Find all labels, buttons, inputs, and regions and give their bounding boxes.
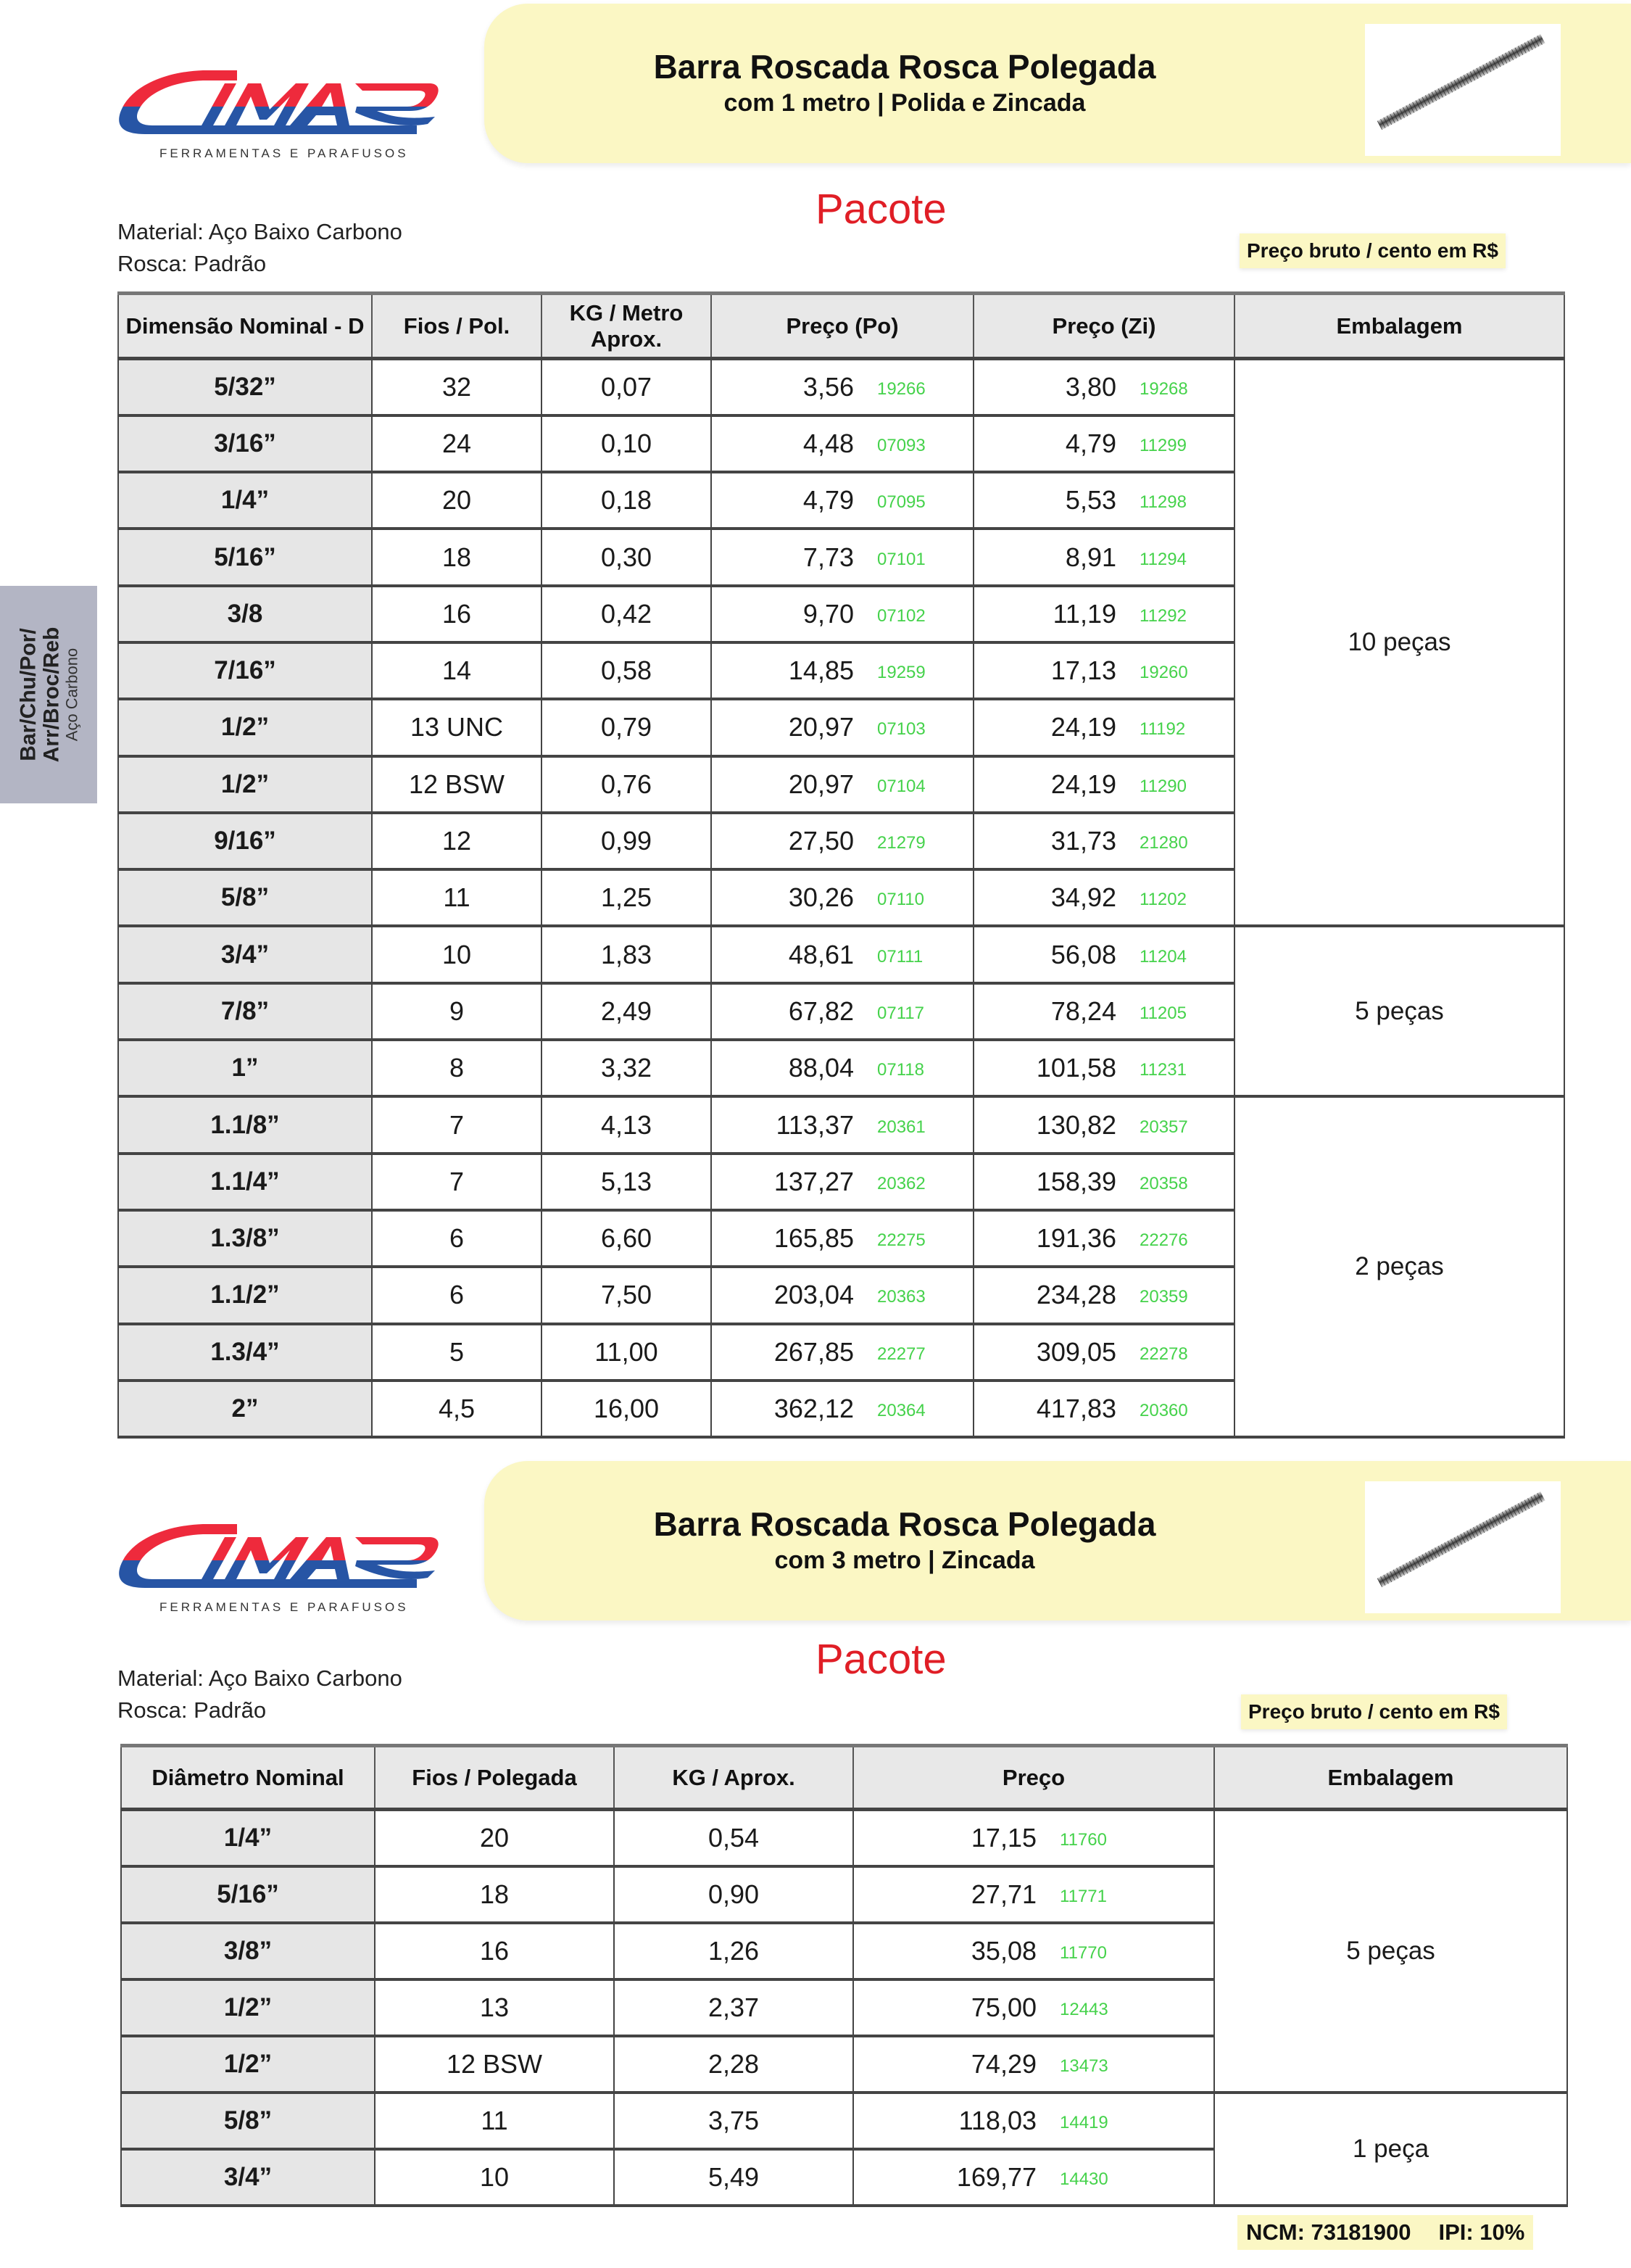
- threads-cell: 12: [372, 813, 541, 869]
- product-code: 22275: [877, 1230, 926, 1251]
- threads-cell: 9: [372, 983, 541, 1040]
- table-row: [121, 1810, 1567, 1866]
- dimension-cell: 1/4”: [118, 472, 372, 529]
- cimaq-logo-icon: [116, 62, 442, 141]
- weight-cell: 0,30: [541, 529, 711, 585]
- material-info: [117, 216, 402, 280]
- product-code: 20358: [1140, 1173, 1188, 1193]
- product-code: 21280: [1140, 833, 1188, 853]
- product-code: 22276: [1140, 1230, 1188, 1251]
- threads-cell: 7: [372, 1096, 541, 1153]
- price-value: 31,73: [1050, 826, 1116, 856]
- price-value: 169,77: [956, 2161, 1037, 2192]
- threads-cell: 5: [372, 1324, 541, 1381]
- threads-cell: 10: [375, 2149, 614, 2206]
- price-value: 17,13: [1050, 655, 1116, 686]
- col-header-packaging: Embalagem: [1234, 294, 1564, 359]
- threads-cell: 13 UNC: [372, 699, 541, 756]
- diameter-cell: 1/2”: [121, 2036, 375, 2093]
- product-code: 19260: [1140, 663, 1188, 683]
- weight-cell: 4,13: [541, 1096, 711, 1153]
- price-zi-cell: [974, 1154, 1234, 1210]
- price-po-cell: [711, 1154, 974, 1210]
- price-po-cell: [711, 586, 974, 642]
- product-code: 19268: [1140, 378, 1188, 399]
- price-po-cell: [711, 813, 974, 869]
- cimaq-logo: [116, 1515, 442, 1624]
- dimension-cell: 1.3/4”: [118, 1324, 372, 1381]
- product-title: Barra Roscada Rosca Polegada: [653, 1505, 1156, 1543]
- dimension-cell: 1”: [118, 1040, 372, 1096]
- price-po-cell: [711, 359, 974, 415]
- col-header-price-po: Preço (Po): [711, 294, 974, 359]
- weight-cell: 2,49: [541, 983, 711, 1040]
- price-value: 362,12: [773, 1393, 854, 1423]
- col-header-dimension: Dimensão Nominal - D: [118, 294, 372, 359]
- price-cell: [853, 2036, 1214, 2093]
- price-value: 20,97: [788, 769, 854, 799]
- threads-cell: 4,5: [372, 1381, 541, 1437]
- price-table-3m: [120, 1744, 1568, 2207]
- col-header-diameter: Diâmetro Nominal: [121, 1746, 375, 1810]
- dimension-cell: 1.1/8”: [118, 1096, 372, 1153]
- product-code: 11290: [1140, 776, 1187, 796]
- dimension-cell: 3/8: [118, 586, 372, 642]
- dimension-cell: 1.3/8”: [118, 1210, 372, 1267]
- product-code: 20364: [877, 1400, 926, 1420]
- price-po-cell: [711, 699, 974, 756]
- product-code: 11231: [1140, 1060, 1187, 1080]
- product-subtitle: com 1 metro | Polida e Zincada: [723, 89, 1086, 117]
- price-po-cell: [711, 1040, 974, 1096]
- price-zi-cell: [974, 1040, 1234, 1096]
- price-po-cell: [711, 415, 974, 472]
- price-zi-cell: [974, 926, 1234, 982]
- product-code: 21279: [877, 833, 926, 853]
- price-value: 56,08: [1050, 939, 1116, 969]
- weight-cell: 3,75: [614, 2093, 853, 2149]
- price-value: 113,37: [776, 1109, 854, 1140]
- weight-cell: 7,50: [541, 1267, 711, 1323]
- price-po-cell: [711, 529, 974, 585]
- packaging-cell: 10 peças: [1234, 359, 1564, 927]
- threads-cell: 18: [372, 529, 541, 585]
- price-value: 118,03: [958, 2105, 1037, 2135]
- price-value: 9,70: [802, 598, 854, 629]
- col-header-threads: Fios / Pol.: [372, 294, 541, 359]
- packaging-cell: 2 peças: [1234, 1096, 1564, 1437]
- threads-cell: 16: [372, 586, 541, 642]
- title-banner: [484, 4, 1631, 163]
- price-value: 11,19: [1053, 598, 1116, 629]
- product-code: 20359: [1140, 1287, 1188, 1307]
- price-value: 27,71: [971, 1879, 1037, 1909]
- price-zi-cell: [974, 1210, 1234, 1267]
- product-code: 07118: [877, 1060, 924, 1080]
- ipi-rate: IPI: 10%: [1438, 2219, 1525, 2245]
- table-header-row: [118, 294, 1564, 359]
- product-code: 12443: [1060, 1999, 1108, 2019]
- price-table-1m: [117, 291, 1565, 1439]
- weight-cell: 0,99: [541, 813, 711, 869]
- table-header-row: [121, 1746, 1567, 1810]
- price-value: 34,92: [1050, 882, 1116, 913]
- price-po-cell: [711, 926, 974, 982]
- threads-cell: 6: [372, 1267, 541, 1323]
- logo-tagline: FERRAMENTAS E PARAFUSOS: [159, 146, 409, 160]
- price-value: 35,08: [971, 1935, 1037, 1966]
- product-code: 07111: [877, 946, 924, 967]
- price-zi-cell: [974, 813, 1234, 869]
- weight-cell: 0,58: [541, 642, 711, 699]
- price-cell: [853, 1810, 1214, 1866]
- weight-cell: 0,54: [614, 1810, 853, 1866]
- product-code: 07104: [877, 776, 926, 796]
- weight-cell: 0,07: [541, 359, 711, 415]
- price-value: 191,36: [1036, 1223, 1116, 1254]
- title-banner: [484, 1461, 1631, 1621]
- packaging-cell: 1 peça: [1214, 2093, 1567, 2206]
- product-code: 07117: [877, 1003, 924, 1023]
- weight-cell: 2,37: [614, 1979, 853, 2036]
- col-header-price-zi: Preço (Zi): [974, 294, 1234, 359]
- product-code: 07102: [877, 605, 926, 626]
- material-text: Material: Aço Baixo Carbono: [117, 219, 402, 244]
- price-value: 20,97: [788, 712, 854, 742]
- price-zi-cell: [974, 1267, 1234, 1323]
- col-header-weight: KG / Aprox.: [614, 1746, 853, 1810]
- weight-cell: 0,79: [541, 699, 711, 756]
- dimension-cell: 1.1/4”: [118, 1154, 372, 1210]
- col-header-packaging: Embalagem: [1214, 1746, 1567, 1810]
- product-code: 07095: [877, 492, 926, 513]
- price-value: 267,85: [773, 1336, 854, 1367]
- diameter-cell: 3/4”: [121, 2149, 375, 2206]
- threaded-rod-icon: [1365, 1481, 1561, 1613]
- product-section-3m: [0, 1454, 1631, 2268]
- product-code: 19259: [877, 663, 926, 683]
- dimension-cell: 9/16”: [118, 813, 372, 869]
- threads-cell: 16: [375, 1923, 614, 1979]
- dimension-cell: 3/16”: [118, 415, 372, 472]
- price-po-cell: [711, 472, 974, 529]
- product-code: 14419: [1060, 2112, 1108, 2132]
- price-value: 101,58: [1036, 1053, 1116, 1083]
- thread-text: Rosca: Padrão: [117, 1697, 267, 1723]
- dimension-cell: 5/16”: [118, 529, 372, 585]
- weight-cell: 0,42: [541, 586, 711, 642]
- weight-cell: 0,18: [541, 472, 711, 529]
- material-text: Material: Aço Baixo Carbono: [117, 1665, 402, 1691]
- threads-cell: 32: [372, 359, 541, 415]
- table-row: [121, 2093, 1567, 2149]
- packaging-cell: 5 peças: [1214, 1810, 1567, 2093]
- price-po-cell: [711, 1324, 974, 1381]
- product-title: Barra Roscada Rosca Polegada: [653, 48, 1156, 86]
- product-code: 11292: [1140, 605, 1187, 626]
- product-code: 07110: [877, 890, 924, 910]
- price-po-cell: [711, 1096, 974, 1153]
- price-po-cell: [711, 1267, 974, 1323]
- price-value: 165,85: [773, 1223, 854, 1254]
- price-value: 7,73: [802, 542, 854, 572]
- price-value: 24,19: [1050, 712, 1116, 742]
- price-value: 74,29: [971, 2048, 1037, 2079]
- tax-info: [1237, 2215, 1533, 2250]
- threads-cell: 20: [375, 1810, 614, 1866]
- price-cell: [853, 2149, 1214, 2206]
- product-code: 13473: [1060, 2056, 1108, 2076]
- product-code: 11202: [1140, 890, 1187, 910]
- weight-cell: 0,90: [614, 1866, 853, 1923]
- price-zi-cell: [974, 1381, 1234, 1437]
- price-value: 4,79: [1065, 428, 1116, 458]
- diameter-cell: 5/8”: [121, 2093, 375, 2149]
- product-code: 11770: [1060, 1942, 1107, 1963]
- price-cell: [853, 2093, 1214, 2149]
- price-value: 8,91: [1065, 542, 1116, 572]
- product-code: 07103: [877, 719, 926, 740]
- weight-cell: 3,32: [541, 1040, 711, 1096]
- diameter-cell: 1/4”: [121, 1810, 375, 1866]
- dimension-cell: 7/16”: [118, 642, 372, 699]
- price-value: 78,24: [1050, 996, 1116, 1026]
- price-value: 158,39: [1036, 1166, 1116, 1196]
- price-po-cell: [711, 1381, 974, 1437]
- threaded-rod-image: [1365, 1481, 1561, 1613]
- price-zi-cell: [974, 415, 1234, 472]
- price-value: 203,04: [773, 1280, 854, 1310]
- diameter-cell: 3/8”: [121, 1923, 375, 1979]
- weight-cell: 0,76: [541, 756, 711, 813]
- price-value: 75,00: [971, 1992, 1037, 2022]
- price-po-cell: [711, 1210, 974, 1267]
- weight-cell: 5,13: [541, 1154, 711, 1210]
- threads-cell: 18: [375, 1866, 614, 1923]
- price-zi-cell: [974, 529, 1234, 585]
- product-subtitle: com 3 metro | Zincada: [774, 1547, 1035, 1574]
- price-zi-cell: [974, 642, 1234, 699]
- cimaq-logo: [116, 62, 442, 170]
- price-po-cell: [711, 983, 974, 1040]
- packaging-cell: 5 peças: [1234, 926, 1564, 1096]
- table-row: [118, 1096, 1564, 1153]
- col-header-weight: KG / Metro Aprox.: [541, 294, 711, 359]
- table-row: [118, 926, 1564, 982]
- threads-cell: 12 BSW: [372, 756, 541, 813]
- price-value: 4,79: [802, 485, 854, 516]
- price-value: 67,82: [788, 996, 854, 1026]
- product-code: 20361: [877, 1117, 926, 1137]
- product-code: 20362: [877, 1173, 926, 1193]
- product-code: 11192: [1140, 719, 1186, 740]
- price-value: 17,15: [971, 1822, 1037, 1853]
- product-code: 11294: [1140, 549, 1187, 569]
- product-code: 20363: [877, 1287, 926, 1307]
- price-zi-cell: [974, 1324, 1234, 1381]
- dimension-cell: 1.1/2”: [118, 1267, 372, 1323]
- price-value: 5,53: [1065, 485, 1116, 516]
- dimension-cell: 5/8”: [118, 869, 372, 926]
- threads-cell: 6: [372, 1210, 541, 1267]
- price-po-cell: [711, 869, 974, 926]
- threads-cell: 11: [375, 2093, 614, 2149]
- price-zi-cell: [974, 472, 1234, 529]
- price-note: Preço bruto / cento em R$: [1240, 233, 1506, 268]
- product-code: 11204: [1140, 946, 1187, 967]
- product-code: 11205: [1140, 1003, 1187, 1023]
- product-code: 19266: [877, 378, 926, 399]
- price-value: 137,27: [773, 1166, 854, 1196]
- price-value: 3,80: [1065, 371, 1116, 402]
- price-value: 130,82: [1036, 1109, 1116, 1140]
- price-value: 27,50: [788, 826, 854, 856]
- price-value: 417,83: [1036, 1393, 1116, 1423]
- price-zi-cell: [974, 756, 1234, 813]
- dimension-cell: 5/32”: [118, 359, 372, 415]
- price-po-cell: [711, 756, 974, 813]
- product-code: 07101: [877, 549, 926, 569]
- weight-cell: 16,00: [541, 1381, 711, 1437]
- price-cell: [853, 1979, 1214, 2036]
- threads-cell: 11: [372, 869, 541, 926]
- material-info: [117, 1663, 402, 1726]
- dimension-cell: 1/2”: [118, 756, 372, 813]
- price-note: Preço bruto / cento em R$: [1241, 1694, 1507, 1729]
- price-cell: [853, 1866, 1214, 1923]
- product-code: 22278: [1140, 1344, 1188, 1364]
- package-label: Pacote: [816, 186, 947, 233]
- threaded-rod-image: [1365, 24, 1561, 156]
- price-value: 3,56: [802, 371, 854, 402]
- product-code: 11299: [1140, 435, 1187, 455]
- threads-cell: 10: [372, 926, 541, 982]
- threads-cell: 12 BSW: [375, 2036, 614, 2093]
- table-row: [118, 359, 1564, 415]
- threads-cell: 20: [372, 472, 541, 529]
- price-value: 24,19: [1050, 769, 1116, 799]
- package-label: Pacote: [816, 1636, 947, 1683]
- weight-cell: 2,28: [614, 2036, 853, 2093]
- side-tab-line2: Arr/Broc/Reb: [39, 626, 63, 763]
- cimaq-logo-icon: [116, 1515, 442, 1595]
- category-side-tab[interactable]: [0, 586, 97, 803]
- price-cell: [853, 1923, 1214, 1979]
- ncm-code: NCM: 73181900: [1246, 2219, 1411, 2245]
- weight-cell: 1,26: [614, 1923, 853, 1979]
- weight-cell: 1,25: [541, 869, 711, 926]
- dimension-cell: 3/4”: [118, 926, 372, 982]
- price-zi-cell: [974, 1096, 1234, 1153]
- price-value: 234,28: [1036, 1280, 1116, 1310]
- price-value: 4,48: [802, 428, 854, 458]
- price-value: 309,05: [1036, 1336, 1116, 1367]
- col-header-price: Preço: [853, 1746, 1214, 1810]
- threads-cell: 24: [372, 415, 541, 472]
- threads-cell: 14: [372, 642, 541, 699]
- price-zi-cell: [974, 359, 1234, 415]
- side-tab-line1: Bar/Chu/Por/: [16, 628, 40, 761]
- price-zi-cell: [974, 699, 1234, 756]
- product-code: 20360: [1140, 1400, 1188, 1420]
- dimension-cell: 1/2”: [118, 699, 372, 756]
- threads-cell: 13: [375, 1979, 614, 2036]
- dimension-cell: 2”: [118, 1381, 372, 1437]
- price-zi-cell: [974, 869, 1234, 926]
- product-code: 11298: [1140, 492, 1187, 513]
- weight-cell: 5,49: [614, 2149, 853, 2206]
- price-value: 30,26: [788, 882, 854, 913]
- threads-cell: 7: [372, 1154, 541, 1210]
- weight-cell: 0,10: [541, 415, 711, 472]
- price-zi-cell: [974, 586, 1234, 642]
- weight-cell: 6,60: [541, 1210, 711, 1267]
- dimension-cell: 7/8”: [118, 983, 372, 1040]
- price-value: 88,04: [788, 1053, 854, 1083]
- threads-cell: 8: [372, 1040, 541, 1096]
- product-code: 11760: [1060, 1829, 1107, 1850]
- price-value: 48,61: [788, 939, 854, 969]
- product-code: 14430: [1060, 2169, 1108, 2189]
- product-code: 22277: [877, 1344, 926, 1364]
- diameter-cell: 5/16”: [121, 1866, 375, 1923]
- product-code: 20357: [1140, 1117, 1188, 1137]
- product-code: 11771: [1060, 1886, 1107, 1906]
- col-header-threads: Fios / Polegada: [375, 1746, 614, 1810]
- threaded-rod-icon: [1365, 24, 1561, 156]
- logo-tagline: FERRAMENTAS E PARAFUSOS: [159, 1600, 409, 1614]
- side-tab-line3: Aço Carbono: [62, 647, 80, 742]
- price-value: 14,85: [788, 655, 854, 686]
- thread-text: Rosca: Padrão: [117, 251, 267, 276]
- price-zi-cell: [974, 983, 1234, 1040]
- diameter-cell: 1/2”: [121, 1979, 375, 2036]
- weight-cell: 11,00: [541, 1324, 711, 1381]
- price-po-cell: [711, 642, 974, 699]
- weight-cell: 1,83: [541, 926, 711, 982]
- product-code: 07093: [877, 435, 926, 455]
